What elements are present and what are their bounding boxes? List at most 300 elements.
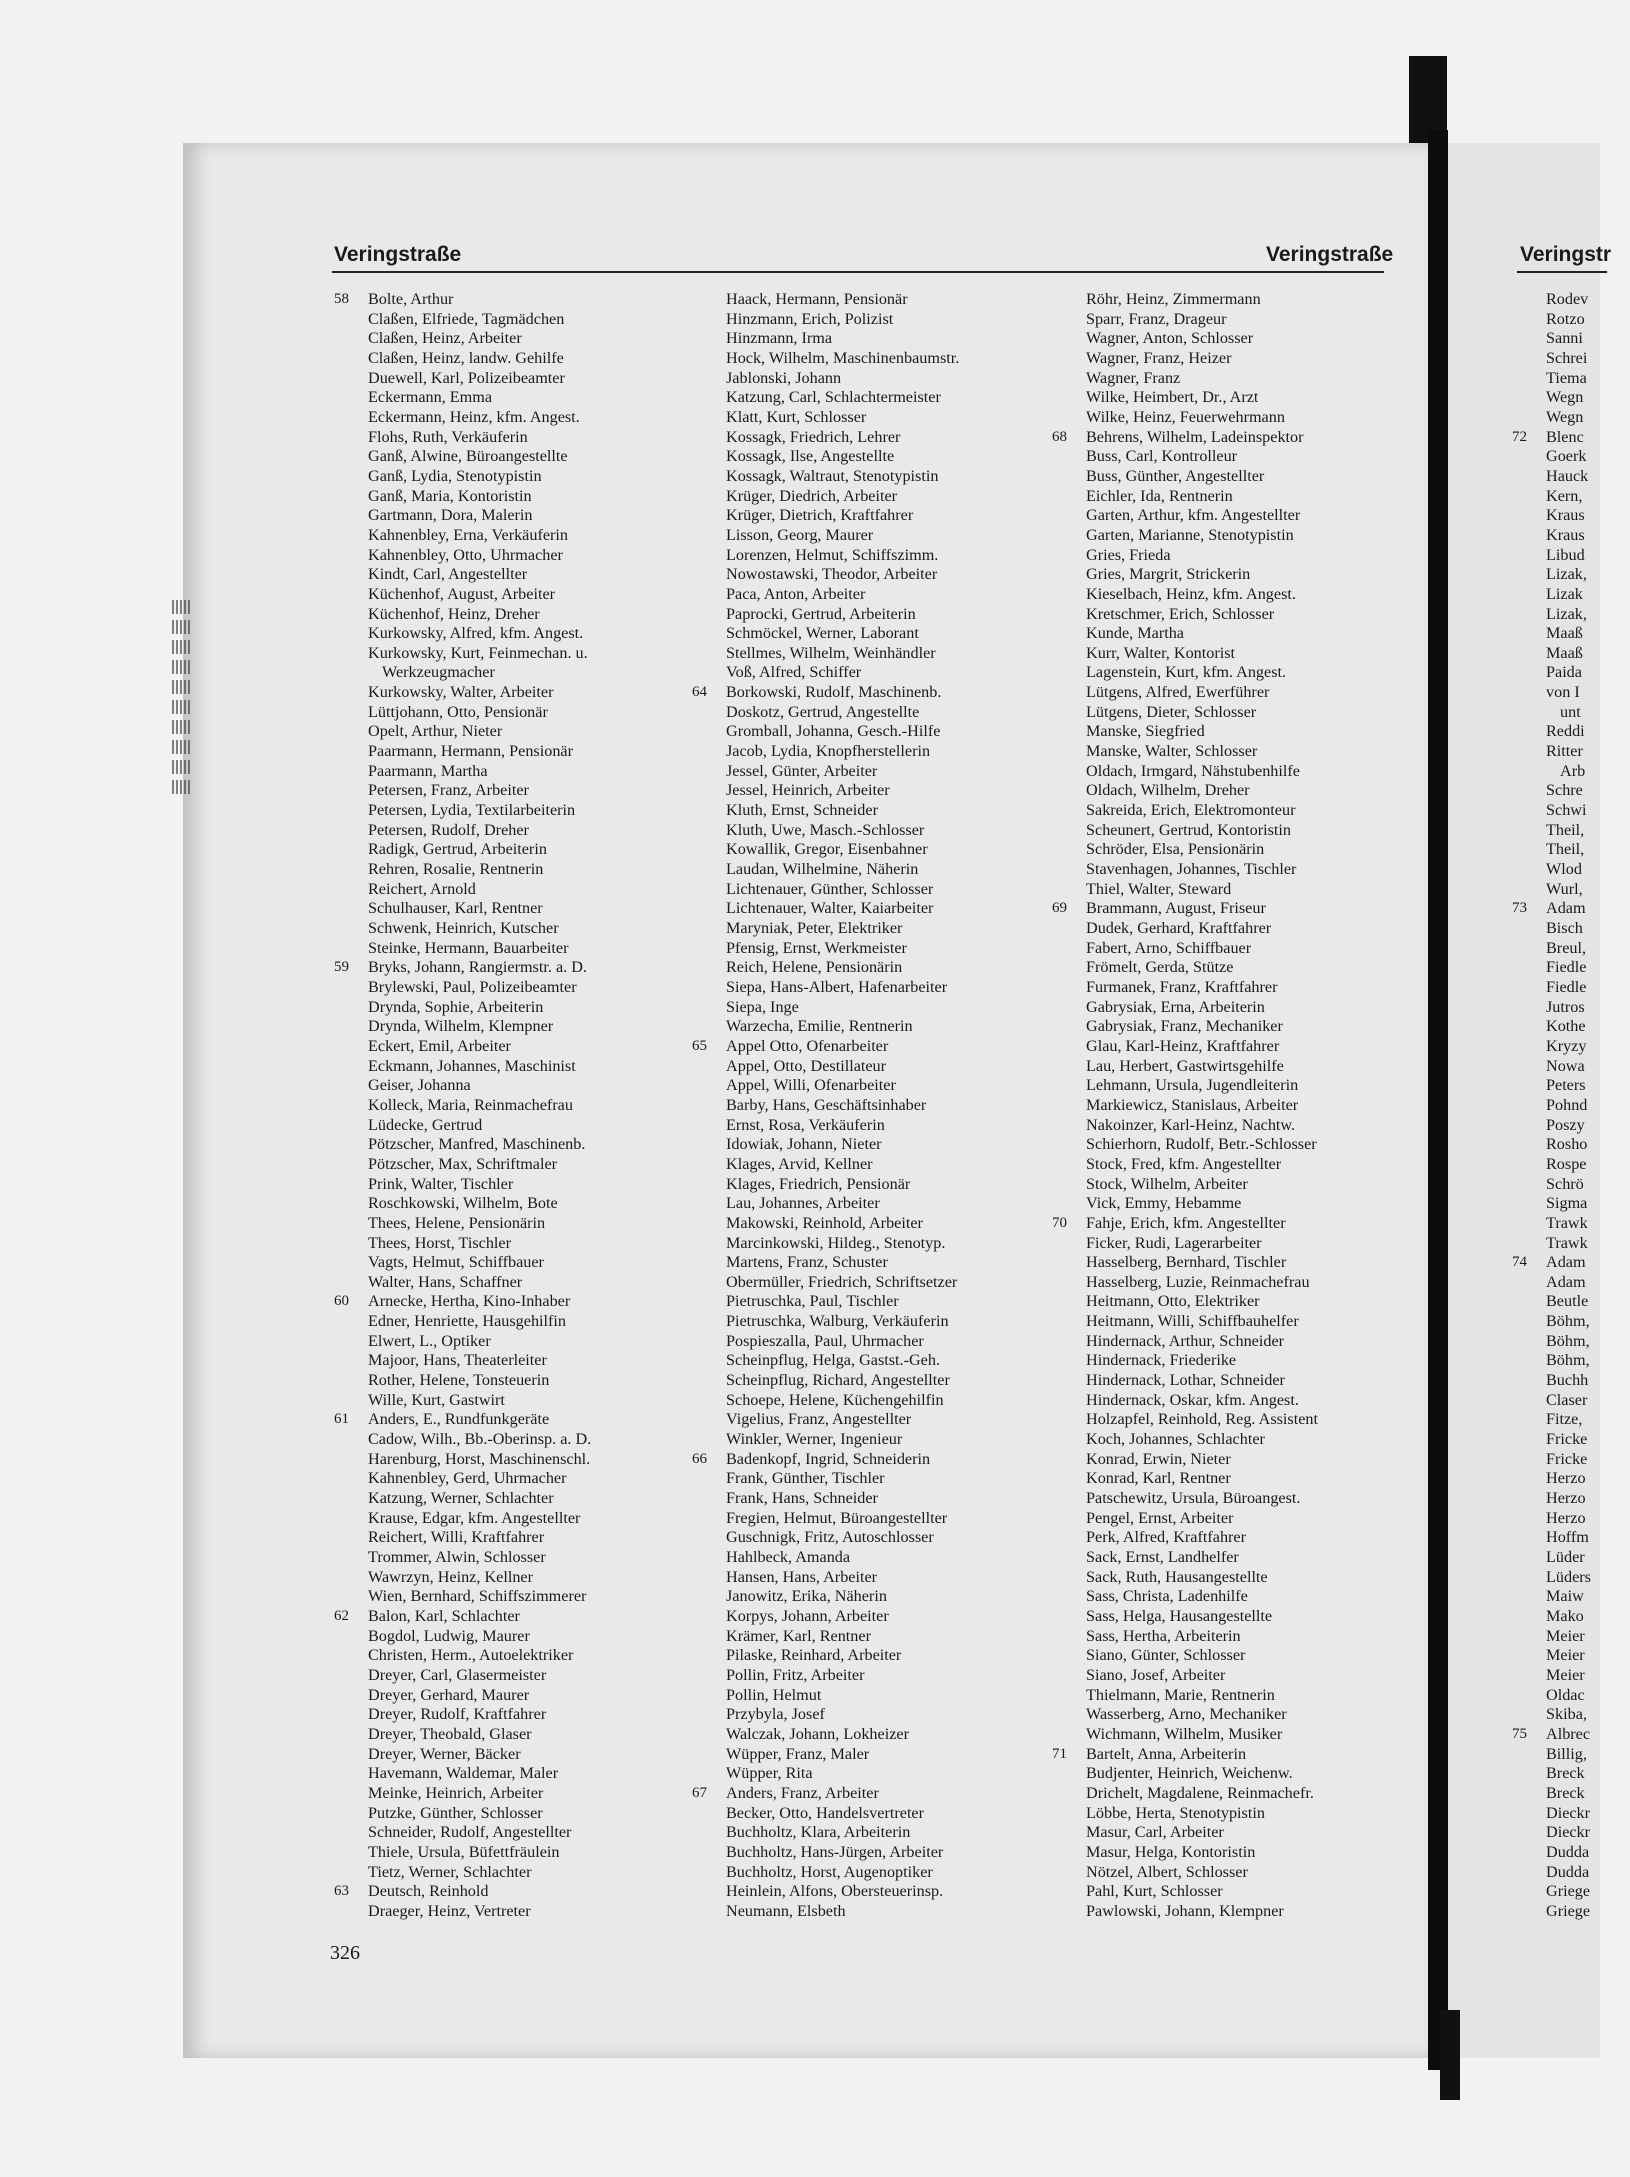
resident-entry — [1050, 526, 1410, 546]
resident-text: Wagner, Anton, Schlosser — [1086, 329, 1254, 348]
resident-entry — [690, 1509, 1040, 1529]
resident-entry — [1510, 663, 1630, 683]
resident-entry — [1050, 840, 1410, 860]
resident-entry — [1050, 1863, 1410, 1883]
resident-text: Arb — [1560, 761, 1586, 780]
house-number: 69 — [1052, 900, 1067, 917]
resident-text: Pötzscher, Manfred, Maschinenb. — [368, 1135, 586, 1154]
resident-text: Kowallik, Gregor, Eisenbahner — [726, 840, 928, 859]
resident-text: Fiedle — [1546, 958, 1587, 977]
resident-text: Poszy — [1546, 1115, 1585, 1134]
resident-text: Böhm, — [1546, 1351, 1590, 1370]
resident-text: Lüdecke, Gertrud — [368, 1115, 483, 1134]
resident-text: Röhr, Heinz, Zimmermann — [1086, 290, 1261, 308]
resident-text: Lagenstein, Kurt, kfm. Angest. — [1086, 663, 1287, 682]
resident-entry — [1510, 526, 1630, 546]
resident-entry — [690, 722, 1040, 742]
resident-entry — [1050, 546, 1410, 566]
resident-entry — [1510, 1627, 1630, 1647]
resident-entry — [1050, 860, 1410, 880]
resident-entry — [332, 310, 682, 330]
resident-text: Buss, Carl, Kontrolleur — [1086, 447, 1238, 466]
resident-entry — [1510, 1076, 1630, 1096]
resident-text: Jutros — [1546, 997, 1585, 1016]
resident-entry — [690, 467, 1040, 487]
resident-entry — [1050, 821, 1410, 841]
house-number: 58 — [334, 291, 349, 307]
resident-text: Bartelt, Anna, Arbeiterin — [1086, 1744, 1247, 1763]
directory-column-next-page — [1510, 290, 1630, 1921]
resident-text: Hahlbeck, Amanda — [726, 1548, 851, 1566]
resident-text: Sack, Ernst, Landhelfer — [1086, 1548, 1239, 1566]
resident-text: Böhm, — [1546, 1331, 1590, 1350]
resident-entry — [690, 644, 1040, 664]
resident-text: Rodev — [1546, 290, 1589, 308]
resident-entry — [1510, 1234, 1630, 1254]
resident-text: Buss, Günther, Angestellter — [1086, 466, 1265, 485]
resident-entry — [332, 1804, 682, 1824]
resident-text: Krause, Edgar, kfm. Angestellter — [368, 1508, 581, 1527]
resident-entry — [1510, 1902, 1630, 1922]
resident-text: Balon, Karl, Schlachter — [368, 1606, 520, 1625]
resident-text: Goerk — [1546, 447, 1587, 466]
resident-text: Griege — [1546, 1901, 1591, 1920]
resident-text: Wurl, — [1546, 879, 1583, 898]
resident-entry — [332, 585, 682, 605]
resident-text: Lizak, — [1546, 565, 1587, 584]
resident-entry — [332, 467, 682, 487]
resident-entry — [1510, 1312, 1630, 1332]
resident-text: Frank, Günther, Tischler — [726, 1469, 885, 1488]
resident-entry — [690, 1332, 1040, 1352]
resident-entry — [690, 1214, 1040, 1234]
resident-text: Breck — [1546, 1783, 1585, 1802]
resident-entry — [1050, 1273, 1410, 1293]
resident-entry — [332, 703, 682, 723]
resident-text: Ganß, Lydia, Stenotypistin — [368, 466, 542, 485]
margin-tab-marks — [172, 600, 192, 800]
resident-text: Sass, Hertha, Arbeiterin — [1086, 1626, 1241, 1645]
resident-entry — [1510, 1509, 1630, 1529]
resident-entry — [690, 1666, 1040, 1686]
resident-text: Pollin, Fritz, Arbeiter — [726, 1665, 865, 1684]
resident-entry — [1510, 487, 1630, 507]
resident-text: Masur, Carl, Arbeiter — [1086, 1823, 1224, 1842]
resident-entry — [332, 1705, 682, 1725]
house-number: 67 — [692, 1784, 707, 1801]
resident-entry — [1050, 1292, 1410, 1312]
resident-text: Jessel, Heinrich, Arbeiter — [726, 781, 890, 800]
resident-entry — [332, 349, 682, 369]
resident-text: Trommer, Alwin, Schlosser — [368, 1548, 546, 1566]
resident-entry — [690, 1784, 1040, 1804]
resident-entry — [690, 663, 1040, 683]
resident-text: Dieckr — [1546, 1823, 1591, 1842]
resident-entry — [1050, 467, 1410, 487]
resident-entry — [1510, 1116, 1630, 1136]
header-rule — [332, 271, 1384, 273]
resident-entry — [690, 290, 1040, 310]
resident-entry — [1050, 1882, 1410, 1902]
resident-text: Opelt, Arthur, Nieter — [368, 722, 503, 741]
resident-text: Guschnigk, Fritz, Autoschlosser — [726, 1528, 934, 1547]
resident-text: Katzung, Carl, Schlachtermeister — [726, 388, 941, 407]
resident-entry — [1510, 722, 1630, 742]
resident-entry — [690, 1568, 1040, 1588]
resident-text: Dudek, Gerhard, Kraftfahrer — [1086, 919, 1272, 937]
resident-entry — [1510, 1666, 1630, 1686]
resident-text: Reichert, Arnold — [368, 879, 476, 898]
resident-entry — [1050, 722, 1410, 742]
resident-text: Buchholtz, Horst, Augenoptiker — [726, 1862, 933, 1881]
resident-text: Dreyer, Gerhard, Maurer — [368, 1685, 530, 1704]
resident-entry — [1510, 644, 1630, 664]
resident-entry — [1050, 880, 1410, 900]
resident-entry — [690, 565, 1040, 585]
resident-entry — [332, 1745, 682, 1765]
resident-entry — [690, 1234, 1040, 1254]
resident-entry — [1510, 310, 1630, 330]
resident-entry — [1510, 1607, 1630, 1627]
resident-text: Frömelt, Gerda, Stütze — [1086, 958, 1234, 977]
resident-entry — [1050, 1175, 1410, 1195]
resident-entry — [332, 1410, 682, 1430]
resident-text: Meinke, Heinrich, Arbeiter — [368, 1783, 544, 1802]
resident-entry — [332, 1666, 682, 1686]
resident-entry — [332, 1037, 682, 1057]
resident-text: Buchh — [1546, 1371, 1589, 1390]
resident-text: Peters — [1546, 1076, 1586, 1095]
resident-entry — [1510, 1253, 1630, 1273]
resident-entry — [690, 1489, 1040, 1509]
resident-text: Hasselberg, Bernhard, Tischler — [1086, 1253, 1287, 1272]
resident-text: Libud — [1546, 545, 1585, 564]
resident-text: Schulhauser, Karl, Rentner — [368, 899, 543, 918]
resident-text: Klatt, Kurt, Schlosser — [726, 407, 867, 426]
resident-entry — [1510, 1823, 1630, 1843]
resident-entry — [332, 1253, 682, 1273]
resident-entry — [690, 585, 1040, 605]
resident-text: Dudda — [1546, 1842, 1590, 1861]
resident-text: Majoor, Hans, Theaterleiter — [368, 1351, 547, 1370]
resident-text: Kryzy — [1546, 1036, 1587, 1055]
resident-text: Tietz, Werner, Schlachter — [368, 1862, 532, 1881]
resident-text: Pospieszalla, Paul, Uhrmacher — [726, 1331, 924, 1350]
resident-entry — [1510, 1155, 1630, 1175]
resident-text: Sparr, Franz, Drageur — [1086, 309, 1227, 328]
resident-text: Kurkowsky, Alfred, kfm. Angest. — [368, 624, 584, 643]
resident-entry — [332, 722, 682, 742]
resident-entry — [690, 329, 1040, 349]
resident-entry — [690, 998, 1040, 1018]
resident-text: Lisson, Georg, Maurer — [726, 525, 874, 544]
resident-text: Vick, Emmy, Hebamme — [1086, 1194, 1242, 1213]
resident-entry — [1510, 467, 1630, 487]
resident-entry — [690, 1292, 1040, 1312]
resident-text: Jablonski, Johann — [726, 368, 842, 387]
resident-text: Roschkowski, Wilhelm, Bote — [368, 1194, 558, 1213]
resident-text: Gries, Margrit, Strickerin — [1086, 565, 1251, 584]
resident-entry — [332, 1568, 682, 1588]
resident-entry — [690, 703, 1040, 723]
resident-entry — [1050, 1017, 1410, 1037]
resident-text: Siano, Günter, Schlosser — [1086, 1646, 1246, 1665]
resident-entry — [1050, 310, 1410, 330]
resident-entry — [1510, 1410, 1630, 1430]
resident-entry — [332, 1391, 682, 1411]
resident-text: Sakreida, Erich, Elektromonteur — [1086, 801, 1296, 820]
resident-entry — [1510, 1568, 1630, 1588]
resident-text: Martens, Franz, Schuster — [726, 1253, 888, 1272]
resident-entry — [1050, 1469, 1410, 1489]
house-number: 60 — [334, 1293, 349, 1310]
resident-entry — [332, 1587, 682, 1607]
resident-entry — [690, 546, 1040, 566]
resident-text: Lorenzen, Helmut, Schiffszimm. — [726, 545, 939, 564]
resident-entry — [1050, 506, 1410, 526]
running-header-right: Veringstraße — [1266, 243, 1394, 266]
resident-entry — [1510, 1351, 1630, 1371]
resident-text: Pietruschka, Walburg, Verkäuferin — [726, 1312, 949, 1331]
resident-entry — [1510, 1292, 1630, 1312]
resident-text: Kluth, Ernst, Schneider — [726, 801, 878, 820]
resident-text: Adam — [1546, 899, 1586, 918]
resident-entry — [1050, 408, 1410, 428]
resident-text: Schrö — [1546, 1174, 1584, 1193]
resident-entry — [1050, 428, 1410, 448]
resident-entry — [1510, 1450, 1630, 1470]
resident-text: Lau, Johannes, Arbeiter — [726, 1194, 880, 1213]
resident-entry — [690, 1057, 1040, 1077]
resident-entry — [1510, 1037, 1630, 1057]
resident-entry — [690, 1725, 1040, 1745]
resident-entry — [332, 1843, 682, 1863]
resident-text: Pohnd — [1546, 1095, 1588, 1114]
resident-entry — [690, 1253, 1040, 1273]
resident-text: Theil, — [1546, 820, 1585, 839]
house-number: 63 — [334, 1883, 349, 1900]
resident-entry — [1510, 899, 1630, 919]
resident-entry — [1050, 644, 1410, 664]
resident-text: Thielmann, Marie, Rentnerin — [1086, 1685, 1275, 1704]
resident-text: Eckmann, Johannes, Maschinist — [368, 1056, 576, 1075]
resident-entry — [1510, 939, 1630, 959]
resident-text: Stavenhagen, Johannes, Tischler — [1086, 860, 1297, 879]
resident-entry — [1050, 801, 1410, 821]
resident-entry — [1050, 1843, 1410, 1863]
resident-text: Fabert, Arno, Schiffbauer — [1086, 938, 1252, 957]
resident-text: Obermüller, Friedrich, Schriftsetzer — [726, 1272, 958, 1291]
resident-text: Meier — [1546, 1646, 1585, 1665]
resident-entry — [1510, 428, 1630, 448]
resident-entry — [1510, 388, 1630, 408]
resident-entry — [1050, 1194, 1410, 1214]
resident-text: Makowski, Reinhold, Arbeiter — [726, 1213, 923, 1232]
resident-text: Ganß, Maria, Kontoristin — [368, 486, 532, 505]
resident-text: Beutle — [1546, 1292, 1589, 1311]
resident-entry — [1050, 939, 1410, 959]
resident-entry — [1050, 1037, 1410, 1057]
resident-text: Vigelius, Franz, Angestellter — [726, 1410, 912, 1429]
resident-entry — [690, 1686, 1040, 1706]
resident-text: Pietruschka, Paul, Tischler — [726, 1292, 899, 1311]
resident-entry — [1510, 585, 1630, 605]
resident-entry — [1050, 1804, 1410, 1824]
resident-entry — [1510, 742, 1630, 762]
resident-entry — [1050, 663, 1410, 683]
resident-text: Klages, Friedrich, Pensionär — [726, 1174, 911, 1193]
resident-text: Dreyer, Theobald, Glaser — [368, 1724, 532, 1743]
resident-text: Drynda, Wilhelm, Klempner — [368, 1017, 554, 1036]
resident-entry — [1510, 840, 1630, 860]
resident-entry — [1510, 978, 1630, 998]
resident-entry — [332, 329, 682, 349]
resident-entry — [1050, 1587, 1410, 1607]
resident-entry — [1050, 369, 1410, 389]
resident-text: Masur, Helga, Kontoristin — [1086, 1842, 1256, 1861]
resident-text: Lüder — [1546, 1548, 1585, 1566]
resident-text: Lehmann, Ursula, Jugendleiterin — [1086, 1076, 1299, 1095]
resident-text: Breck — [1546, 1764, 1585, 1783]
resident-text: Garten, Marianne, Stenotypistin — [1086, 525, 1294, 544]
resident-text: Hock, Wilhelm, Maschinenbaumstr. — [726, 348, 960, 367]
resident-text: Maaß — [1546, 643, 1583, 662]
resident-text: Wilke, Heinz, Feuerwehrmann — [1086, 407, 1285, 426]
resident-text: Wüpper, Rita — [726, 1764, 813, 1783]
resident-entry — [332, 1469, 682, 1489]
resident-entry — [1510, 1371, 1630, 1391]
resident-entry — [1510, 1843, 1630, 1863]
resident-entry — [1510, 1804, 1630, 1824]
resident-entry — [1050, 487, 1410, 507]
resident-entry — [1510, 329, 1630, 349]
resident-text: Wawrzyn, Heinz, Kellner — [368, 1567, 533, 1586]
resident-entry — [332, 1528, 682, 1548]
resident-text: Thees, Helene, Pensionärin — [368, 1213, 546, 1232]
resident-text: Kolleck, Maria, Reinmachefrau — [368, 1095, 573, 1114]
resident-text: Heitmann, Otto, Elektriker — [1086, 1292, 1260, 1311]
resident-entry — [332, 1234, 682, 1254]
resident-entry — [332, 1784, 682, 1804]
resident-text: Wille, Kurt, Gastwirt — [368, 1390, 505, 1409]
resident-text: Gries, Frieda — [1086, 545, 1171, 564]
resident-text: Scheunert, Gertrud, Kontoristin — [1086, 820, 1291, 839]
resident-entry — [1050, 1764, 1410, 1784]
resident-entry — [1050, 1548, 1410, 1568]
resident-text: Kahnenbley, Erna, Verkäuferin — [368, 525, 569, 544]
resident-entry — [1050, 1410, 1410, 1430]
resident-entry — [690, 388, 1040, 408]
resident-entry — [332, 978, 682, 998]
resident-entry — [690, 899, 1040, 919]
resident-entry — [690, 1902, 1040, 1922]
resident-entry — [332, 408, 682, 428]
resident-text: Pfensig, Ernst, Werkmeister — [726, 938, 907, 957]
resident-entry — [332, 919, 682, 939]
resident-text: Blenc — [1546, 427, 1584, 446]
resident-text: Fahje, Erich, kfm. Angestellter — [1086, 1213, 1286, 1232]
resident-entry — [1510, 1175, 1630, 1195]
resident-entry — [1050, 1312, 1410, 1332]
resident-entry — [1050, 1627, 1410, 1647]
resident-text: Fiedle — [1546, 977, 1587, 996]
resident-entry — [332, 880, 682, 900]
resident-entry — [332, 801, 682, 821]
resident-text: Pötzscher, Max, Schriftmaler — [368, 1154, 558, 1173]
resident-text: Petersen, Franz, Arbeiter — [368, 781, 529, 800]
resident-entry — [332, 1863, 682, 1883]
resident-text: Kossagk, Waltraut, Stenotypistin — [726, 466, 939, 485]
resident-text: Wichmann, Wilhelm, Musiker — [1086, 1724, 1283, 1743]
resident-text: Pawlowski, Johann, Klempner — [1086, 1901, 1284, 1920]
resident-entry — [690, 1155, 1040, 1175]
resident-entry — [690, 1548, 1040, 1568]
resident-text: Krämer, Karl, Rentner — [726, 1626, 871, 1645]
resident-entry — [690, 801, 1040, 821]
resident-text: Dreyer, Werner, Bäcker — [368, 1744, 521, 1763]
house-number: 73 — [1512, 900, 1527, 917]
page-number: 326 — [330, 1942, 360, 1964]
resident-entry — [690, 1469, 1040, 1489]
resident-entry — [690, 408, 1040, 428]
resident-entry — [690, 1410, 1040, 1430]
resident-text: Kurkowsky, Kurt, Feinmechan. u. — [368, 643, 588, 662]
resident-text: Hansen, Hans, Arbeiter — [726, 1567, 878, 1586]
resident-entry — [1050, 290, 1410, 310]
resident-entry — [1050, 1214, 1410, 1234]
resident-text: Havemann, Waldemar, Maler — [368, 1764, 559, 1783]
resident-entry — [1050, 349, 1410, 369]
resident-text: Bolte, Arthur — [368, 290, 454, 308]
resident-entry — [1510, 1214, 1630, 1234]
resident-entry — [332, 644, 682, 664]
resident-entry — [332, 1764, 682, 1784]
resident-text: Arnecke, Hertha, Kino-Inhaber — [368, 1292, 571, 1311]
resident-entry — [1050, 703, 1410, 723]
resident-entry — [1510, 1686, 1630, 1706]
resident-entry — [1510, 1882, 1630, 1902]
resident-text: Hinzmann, Irma — [726, 329, 833, 348]
resident-entry — [1510, 1391, 1630, 1411]
resident-entry — [332, 506, 682, 526]
resident-text: Wegn — [1546, 388, 1584, 407]
resident-text: Adam — [1546, 1272, 1586, 1291]
resident-entry — [1050, 919, 1410, 939]
resident-entry — [1050, 1076, 1410, 1096]
house-number: 65 — [692, 1037, 707, 1054]
resident-text: Kossagk, Friedrich, Lehrer — [726, 427, 901, 446]
resident-text: Pollin, Helmut — [726, 1685, 822, 1704]
resident-text: Hindernack, Lothar, Schneider — [1086, 1371, 1285, 1390]
resident-text: Draeger, Heinz, Vertreter — [368, 1901, 531, 1920]
resident-entry — [690, 349, 1040, 369]
resident-entry — [1050, 447, 1410, 467]
resident-entry — [1510, 860, 1630, 880]
resident-entry — [1510, 506, 1630, 526]
resident-entry — [1510, 919, 1630, 939]
resident-text: Lizak — [1546, 584, 1583, 603]
resident-text: Claßen, Elfriede, Tagmädchen — [368, 309, 565, 328]
resident-text: Kern, — [1546, 486, 1583, 505]
house-number: 59 — [334, 959, 349, 976]
resident-text: Löbbe, Herta, Stenotypistin — [1086, 1803, 1265, 1822]
resident-text: Mako — [1546, 1606, 1584, 1625]
resident-text: Pilaske, Reinhard, Arbeiter — [726, 1646, 902, 1665]
resident-entry — [690, 860, 1040, 880]
resident-entry — [690, 781, 1040, 801]
resident-text: Gabrysiak, Erna, Arbeiterin — [1086, 997, 1265, 1016]
resident-text: Drynda, Sophie, Arbeiterin — [368, 997, 544, 1016]
